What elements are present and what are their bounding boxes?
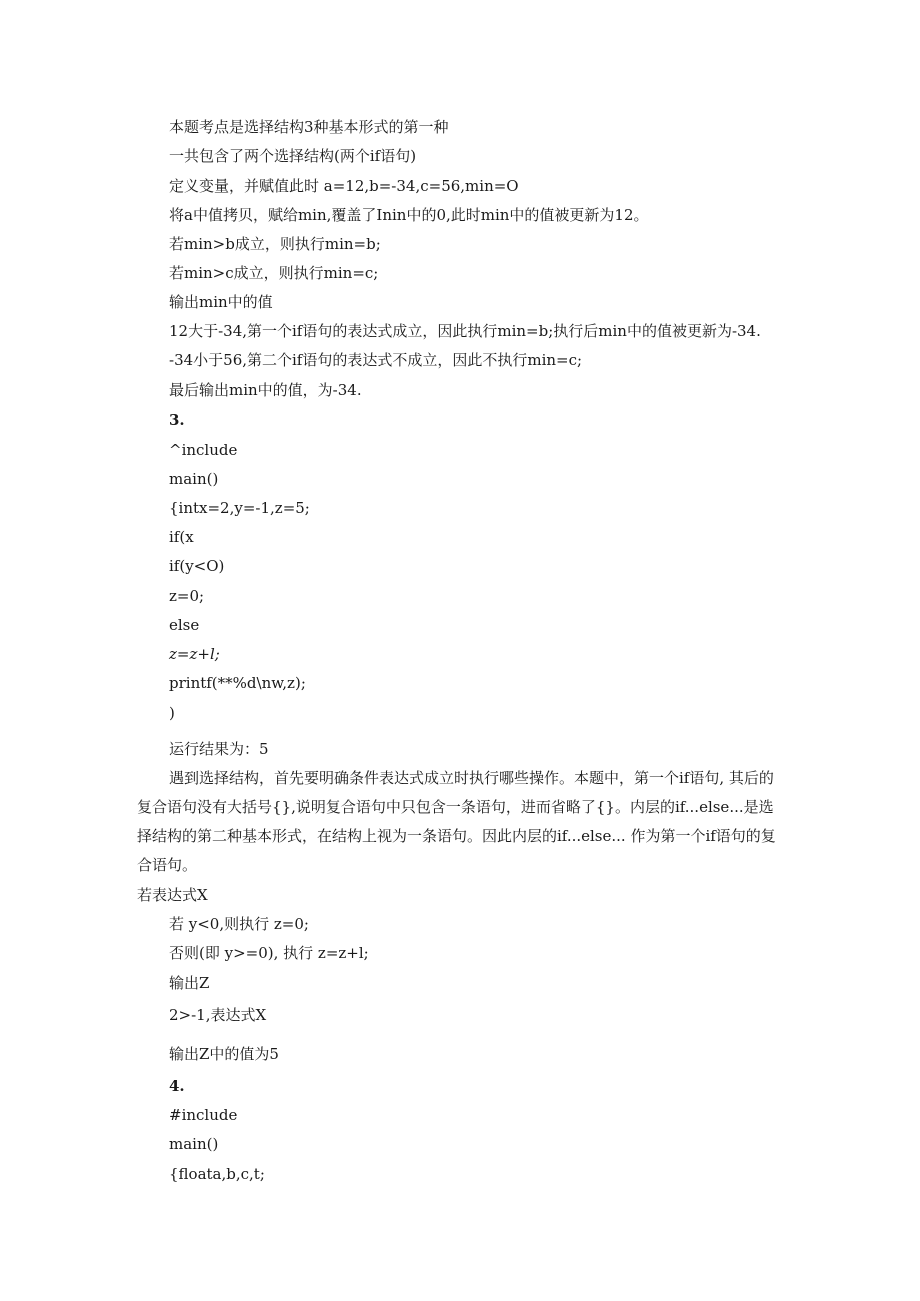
code-line: z=z+l; (169, 645, 220, 663)
explanation-line: 最后输出min中的值，为-34. (169, 381, 362, 399)
explanation-line: 若min>b成立，则执行min=b; (169, 235, 381, 253)
code-line: main() (169, 1135, 219, 1153)
step-line: 输出Z (169, 974, 210, 992)
code-line: ) (169, 704, 175, 722)
code-line: ^include (169, 441, 238, 459)
question-number: 3. (169, 411, 185, 429)
code-line: z=0; (169, 587, 205, 605)
code-line: else (169, 616, 200, 634)
explanation-line: 一共包含了两个选择结构(两个if语句) (169, 147, 417, 165)
explanation-line: -34小于56,第二个if语句的表达式不成立，因此不执行min=c; (169, 351, 583, 369)
code-line: if(x (169, 528, 194, 546)
condition-line: 若表达式X (137, 886, 208, 904)
explanation-paragraph: 遇到选择结构，首先要明确条件表达式成立时执行哪些操作。本题中，第一个if语句, 其后的复合语句没有大括号{},说明复合语句中只包含一条语句，进而省略了{}。内层的if...else...是选择结构的第二种基本形式，在结构上视为一条语句。因此内层的if...else... 作为第一个if语句的复合语句。 (137, 769, 776, 874)
code-line: {floata,b,c,t; (169, 1165, 265, 1183)
code-line: #include (169, 1106, 238, 1124)
run-result: 运行结果为：5 (169, 740, 269, 758)
explanation-line: 本题考点是选择结构3种基本形式的第一种 (169, 118, 449, 136)
explanation-line: 将a中值拷贝，赋给min,覆盖了Inin中的0,此时min中的值被更新为12。 (169, 206, 649, 224)
explanation-line: 12大于-34,第一个if语句的表达式成立，因此执行min=b;执行后min中的值被更新为-34. (169, 322, 761, 340)
explanation-line: 若min>c成立，则执行min=c; (169, 264, 379, 282)
code-line: {intx=2,y=-1,z=5; (169, 499, 310, 517)
code-line: printf(**%d\nw,z); (169, 674, 306, 692)
step-line: 否则(即 y>=0), 执行 z=z+l; (169, 944, 369, 962)
code-line: if(y<O) (169, 557, 225, 575)
final-output: 输出Z中的值为5 (169, 1045, 279, 1063)
step-line: 若 y<0,则执行 z=0; (169, 915, 309, 933)
code-line: main() (169, 470, 219, 488)
question-number: 4. (169, 1077, 185, 1095)
explanation-line: 输出min中的值 (169, 293, 273, 311)
explanation-line: 定义变量，并赋值此时 a=12,b=-34,c=56,min=O (169, 177, 519, 195)
step-line: 2>-1,表达式X (169, 1006, 267, 1024)
